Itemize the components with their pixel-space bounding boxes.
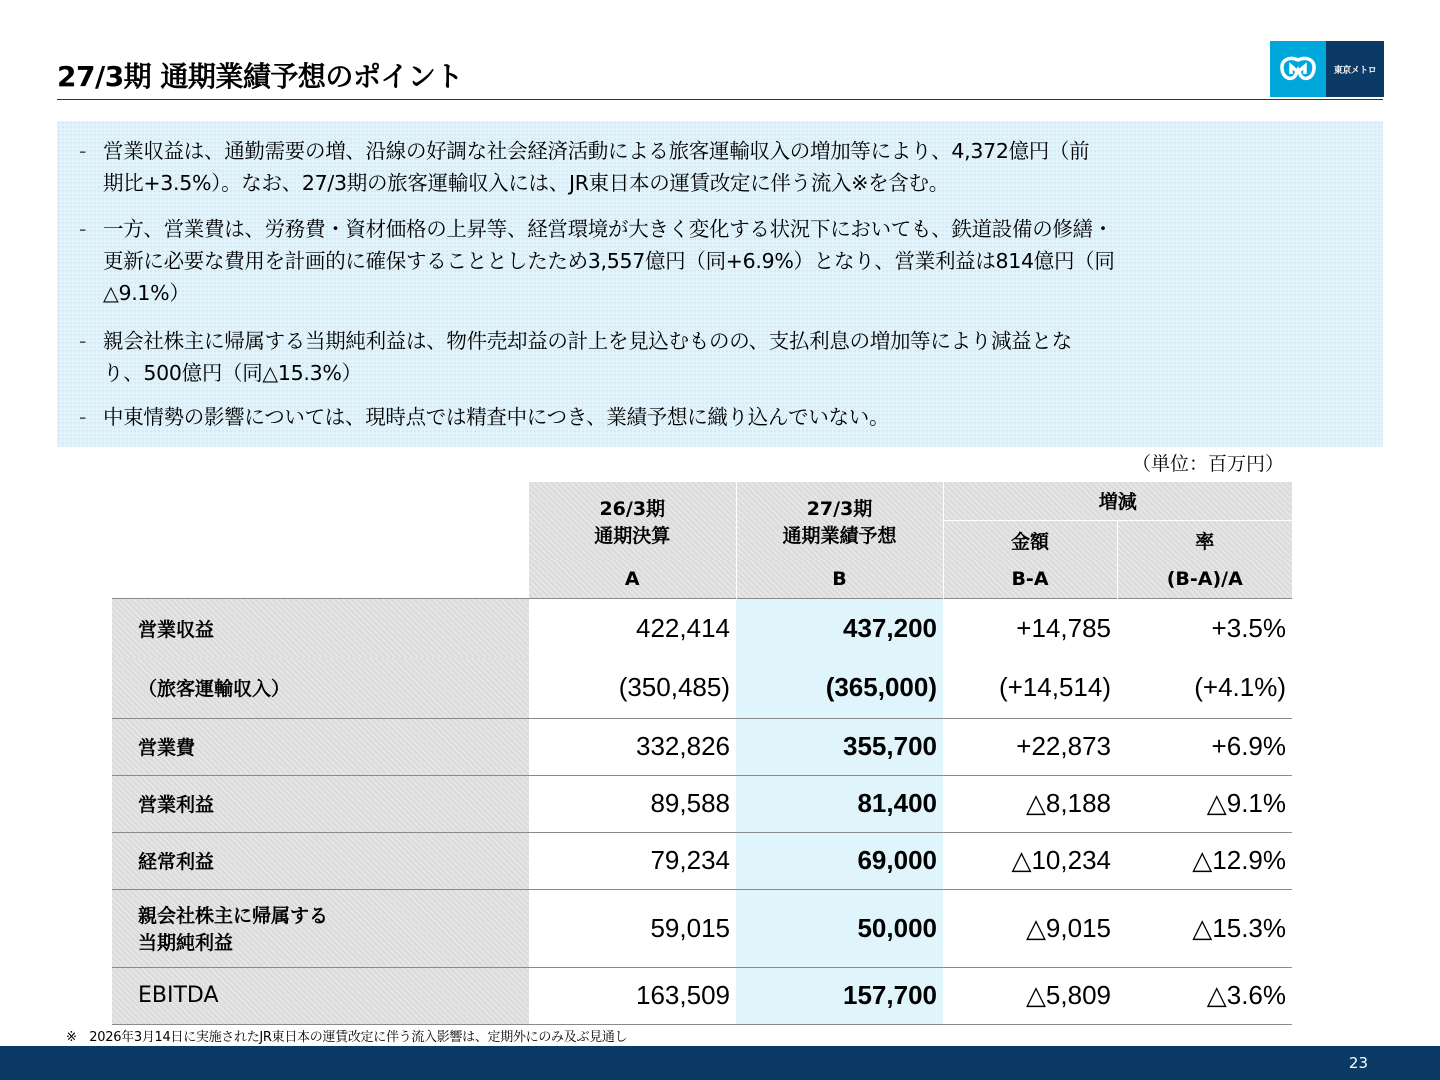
col-key-a: A [529,560,736,598]
table-row [112,718,1292,775]
value-diff: △10,234 [943,832,1117,889]
table-row [112,775,1292,832]
value-rate: △12.9% [1117,832,1292,889]
value-diff: +14,785 [943,598,1117,658]
key-points-box [57,121,1383,447]
point-line: △9.1%） [103,281,190,305]
row-label: 親会社株主に帰属する 当期純利益 [112,889,529,967]
point-line: 親会社株主に帰属する当期純利益は、物件売却益の計上を見込むものの、支払利息の増加等により減益とな [103,329,1072,353]
value-a: 332,826 [529,718,736,775]
point-line: 期比+3.5%）。なお、27/3期の旅客運輸収入には、JR東日本の運賃改定に伴う流入※を含む。 [103,171,949,195]
company-logo [1270,41,1384,97]
metro-logo-icon [1270,41,1326,97]
point-item [79,135,1090,199]
point-item [79,213,1115,309]
value-rate: +6.9% [1117,718,1292,775]
col-header-a: 26/3期 通期決算 [529,482,736,560]
value-a: 59,015 [529,889,736,967]
value-rate: +3.5% [1117,598,1292,658]
point-line: 更新に必要な費用を計画的に確保することとしたため3,557億円（同+6.9%）となり、営業利益は814億円（同 [103,249,1115,273]
value-b: 50,000 [736,889,943,967]
value-a: 79,234 [529,832,736,889]
point-line: 中東情勢の影響については、現時点では精査中につき、業績予想に織り込んでいない。 [103,405,890,429]
value-diff: △9,015 [943,889,1117,967]
value-rate: (+4.1%) [1194,672,1286,703]
value-rate: △15.3% [1117,889,1292,967]
value-diff: (+14,514) [998,672,1111,703]
col-header-b: 27/3期 通期業績予想 [736,482,943,560]
value-a: (350,485) [618,672,730,703]
footer-bar [0,1046,1440,1080]
bullet-dash: - [79,329,87,353]
row-label: 営業利益 [112,775,529,832]
value-a: 163,509 [529,967,736,1024]
row-label: 経常利益 [112,832,529,889]
page-title: 27/3期 通期業績予想のポイント [57,60,463,93]
col-header-amount: 金額 [943,520,1117,560]
col-header-rate: 率 [1117,520,1292,560]
header-blank [112,482,529,598]
value-b: 157,700 [736,967,943,1024]
title-divider [57,99,1383,100]
table-row [112,889,1292,967]
value-diff: △8,188 [943,775,1117,832]
bullet-dash: - [79,217,87,241]
row-label: （旅客運輸収入） [112,658,529,718]
value-diff: +22,873 [943,718,1117,775]
point-item [79,325,1072,389]
table-row [112,658,1292,718]
value-rate: △3.6% [1117,967,1292,1024]
col-header-change: 増減 [943,482,1292,520]
row-label: 営業費 [112,718,529,775]
point-line: 営業収益は、通勤需要の増、沿線の好調な社会経済活動による旅客運輸収入の増加等により、4,372億円（前 [103,139,1090,163]
logo-wordmark: 東京メトロ [1326,41,1384,97]
page-number: 23 [1348,1054,1368,1072]
unit-label: （単位：百万円） [1131,453,1284,475]
table-row [112,598,1292,658]
value-a: 89,588 [529,775,736,832]
value-diff: △5,809 [943,967,1117,1024]
results-table [112,482,1292,1025]
value-b: 69,000 [736,832,943,889]
footnote: ※ 2026年3月14日に実施されたJR東日本の運賃改定に伴う流入影響は、定期外にのみ及ぶ見通し [66,1030,628,1045]
value-rate: △9.1% [1117,775,1292,832]
value-a: 422,414 [529,598,736,658]
col-key-amount: B-A [943,560,1117,598]
bullet-dash: - [79,139,87,163]
bullet-dash: - [79,405,87,429]
row-label: EBITDA [112,967,529,1024]
value-b: 355,700 [736,718,943,775]
value-b: 437,200 [736,598,943,658]
point-line: 一方、営業費は、労務費・資材価格の上昇等、経営環境が大きく変化する状況下においても、鉄道設備の修繕・ [103,217,1113,241]
table-row [112,967,1292,1024]
col-key-rate: (B-A)/A [1117,560,1292,598]
value-b: (365,000) [736,658,943,718]
point-line: り、500億円（同△15.3%） [103,361,362,385]
col-key-b: B [736,560,943,598]
value-b: 81,400 [736,775,943,832]
row-label: 営業収益 [112,598,529,658]
point-item [79,401,890,433]
table-row [112,832,1292,889]
